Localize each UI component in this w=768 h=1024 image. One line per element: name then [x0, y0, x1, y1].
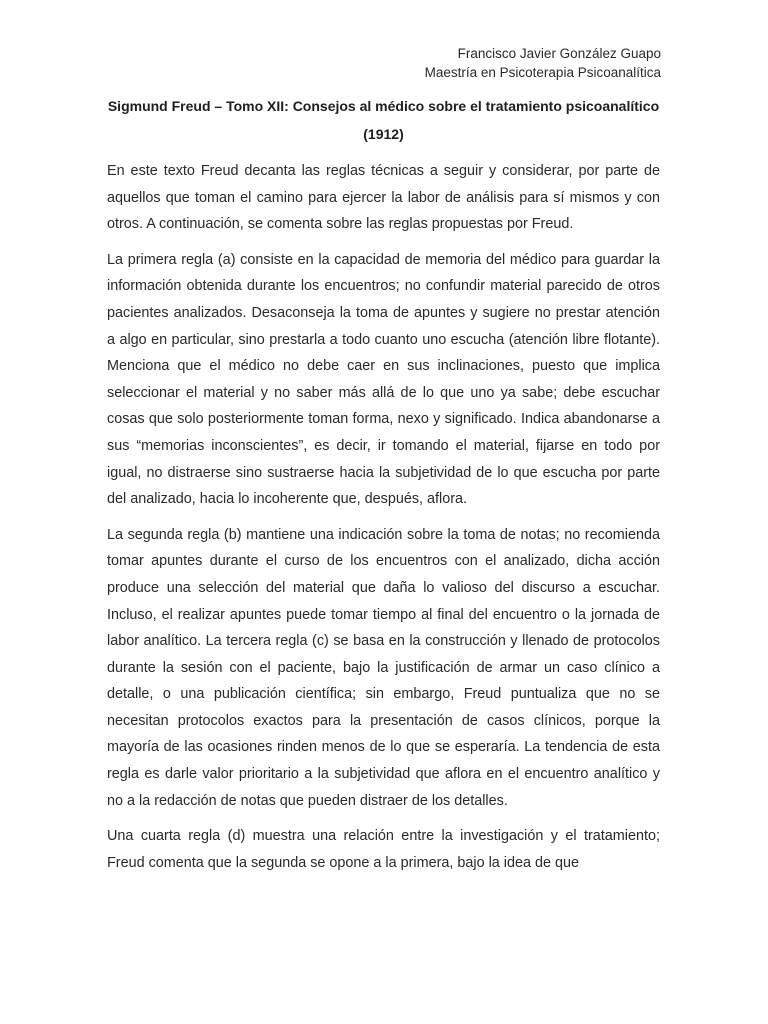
program-name: Maestría en Psicoterapia Psicoanalítica — [424, 65, 661, 80]
author-name: Francisco Javier González Guapo — [457, 46, 661, 61]
paragraph-intro: En este texto Freud decanta las reglas técnicas a seguir y considerar, por parte de aquellos que toman el camino para ejercer la labor de análisis para sí mismos y con otros. A continuación, se comenta sobre las reglas propuestas por Freud. — [107, 163, 660, 233]
paragraph-second-third-rule: La segunda regla (b) mantiene una indicación sobre la toma de notas; no recomienda tomar apuntes durante el curso de los encuentros con el analizado, dicha acción produce una selección del material que daña lo valioso del discurso a escuchar. Incluso, el realizar apuntes puede tomar tiempo al final del encuentro o la jornada de labor analítico. La tercera regla (c) se basa en la construcción y llenado de protocolos durante la sesión con el paciente, bajo la justificación de armar un caso clínico a detalle, o una publicación científica; sin embargo, Freud puntualiza que no se necesitan protocolos exactos para la presentación de casos clínicos, porque la mayoría de las ocasiones rinden menos de lo que se esperaría. La tendencia de esta regla es darle valor prioritario a la subjetividad que aflora en el encuentro analítico y no a la redacción de notas que pueden distraer de los detalles. — [107, 526, 660, 809]
document-header — [107, 44, 661, 82]
paragraph-fourth-rule: Una cuarta regla (d) muestra una relación entre la investigación y el tratamiento; Freud comenta que la segunda se opone a la primera, bajo la idea de que — [107, 828, 660, 871]
document-title: Sigmund Freud – Tomo XII: Consejos al médico sobre el tratamiento psicoanalítico (1912) — [107, 98, 660, 142]
paragraph-first-rule: La primera regla (a) consiste en la capacidad de memoria del médico para guardar la información obtenida durante los encuentros; no confundir material parecido de otros pacientes analizados. Desaconseja la toma de apuntes y sugiere no prestar atención a algo en particular, sino prestarla a todo cuanto uno escucha (atención libre flotante). Menciona que el médico no debe caer en sus inclinaciones, puesto que implica seleccionar el material y no saber más allá de lo que uno ya sabe; debe escuchar cosas que solo posteriormente toman forma, nexo y significado. Indica abandonarse a sus “memorias inconscientes”, es decir, ir tomando el material, fijarse en todo por igual, no distraerse sino sustraerse hacia la subjetividad de lo que escucha por parte del analizado, hacia lo incoherente que, después, aflora. — [107, 251, 660, 508]
